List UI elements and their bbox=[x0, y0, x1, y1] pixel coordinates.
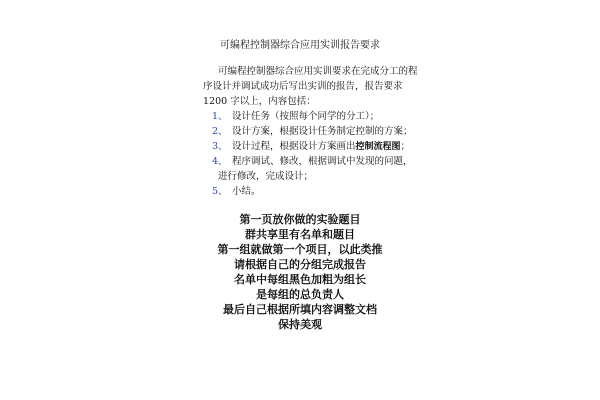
list-text: 小结。 bbox=[232, 186, 261, 197]
intro-line-3: 1200 字以上，内容包括： bbox=[203, 96, 316, 107]
list-number: 2、 bbox=[212, 126, 228, 137]
list-item bbox=[212, 109, 379, 124]
list-item bbox=[212, 154, 413, 169]
list-text: 进行修改，完成设计； bbox=[218, 171, 314, 182]
list-text-bold: 控制流程图 bbox=[355, 142, 401, 152]
list-text: 设计过程，根据设计方案画出 bbox=[232, 141, 356, 152]
note-line: 是每组的总负责人 bbox=[256, 288, 344, 301]
list-item bbox=[212, 139, 410, 155]
note-line: 请根据自己的分组完成报告 bbox=[234, 258, 366, 271]
intro-line-2: 序设计并调试成功后写出实训的报告，报告要求 bbox=[203, 81, 403, 92]
document-title: 可编程控制器综合应用实训报告要求 bbox=[220, 40, 380, 51]
note-line: 名单中每组黑色加粗为组长 bbox=[234, 273, 366, 286]
list-text-tail: ； bbox=[400, 141, 411, 152]
note-line: 保持美观 bbox=[278, 318, 322, 331]
list-number: 4、 bbox=[212, 156, 228, 167]
list-text: 设计方案，根据设计任务制定控制的方案； bbox=[232, 126, 413, 137]
list-number: 3、 bbox=[212, 141, 228, 152]
list-item bbox=[212, 124, 413, 139]
intro-line-1: 可编程控制器综合应用实训要求在完成分工的程 bbox=[218, 66, 418, 77]
list-text: 程序调试、修改，根据调试中发现的问题， bbox=[232, 156, 413, 167]
list-text: 设计任务（按照每个同学的分工）； bbox=[232, 111, 380, 122]
list-item bbox=[212, 184, 261, 199]
note-line: 最后自己根据所填内容调整文档 bbox=[223, 303, 377, 316]
list-number: 5、 bbox=[212, 186, 228, 197]
note-line: 第一组就做第一个项目，以此类推 bbox=[217, 243, 383, 256]
note-line: 第一页放你做的实验题目 bbox=[239, 213, 361, 226]
list-item-continuation bbox=[218, 169, 313, 184]
note-line: 群共享里有名单和题目 bbox=[245, 228, 355, 241]
list-number: 1、 bbox=[212, 111, 228, 122]
